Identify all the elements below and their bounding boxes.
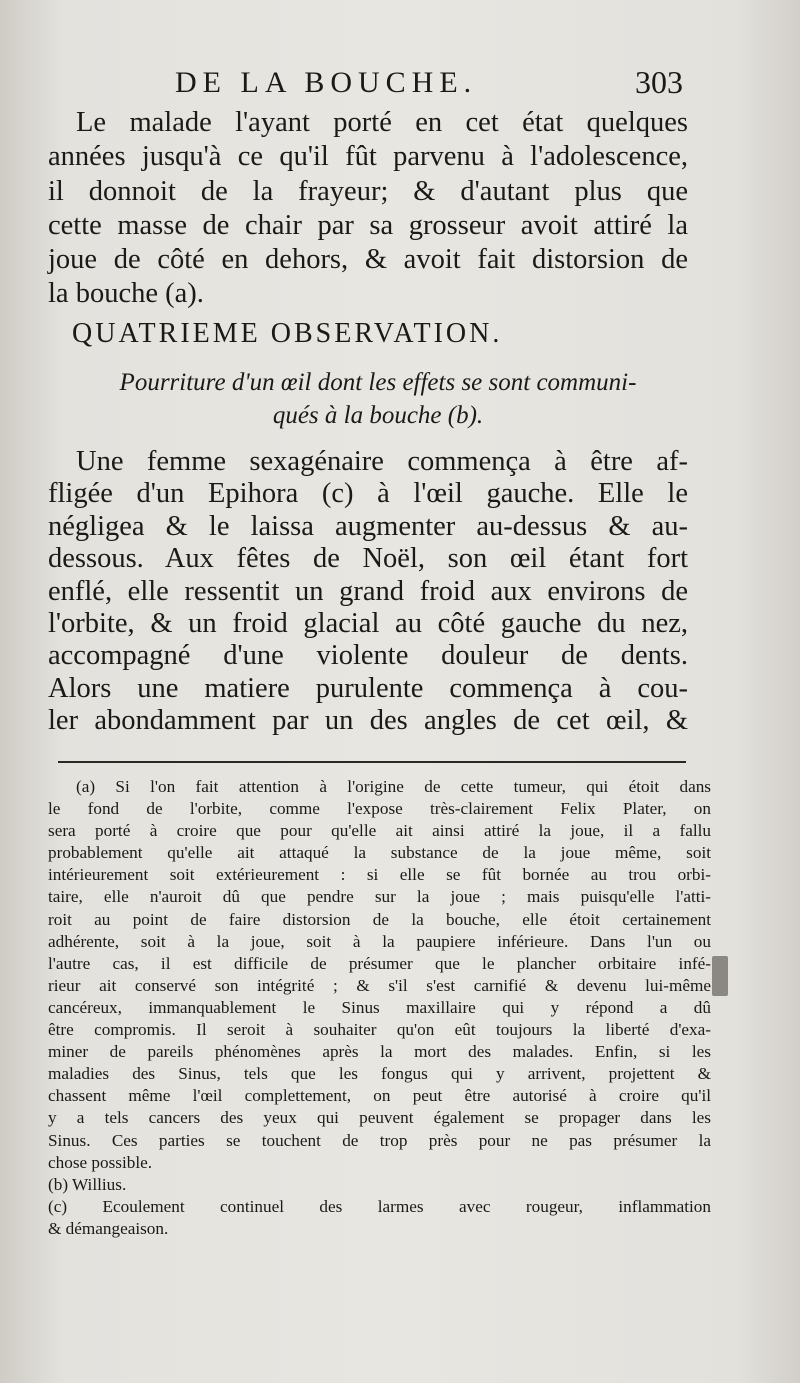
text-line: la bouche (a). [48,278,204,310]
footnote-line: rieur ait conservé son intégrité ; & s'il s'est carnifié & devenu lui-même [48,975,711,995]
footnote-line: (c) Ecoulement continuel des larmes avec rougeur, inflammation [48,1196,711,1216]
footnote-divider [58,761,686,763]
footnote-line: chose possible. [48,1152,153,1172]
text-line: fligée d'un Epihora (c) à l'œil gauche. Elle le [48,478,688,510]
observation-subtitle [68,366,688,432]
footnote-line: adhérente, soit à la joue, soit à la paupiere inférieure. Dans l'un ou [48,931,711,951]
footnote-line: le fond de l'orbite, comme l'expose très-clairement Felix Plater, on [48,799,711,819]
footnote-line: cancéreux, immanquablement le Sinus maxillaire qui y répond a dû [48,997,711,1017]
footnote-line: (a) Si l'on fait attention à l'origine de cette tumeur, qui étoit dans [76,777,711,796]
footnote-line: y a tels cancers des yeux qui peuvent également se propager dans les [48,1108,711,1128]
footnote-line: intérieurement soit extérieurement : si elle se fût bornée au trou orbi- [48,865,711,885]
footnote-line: roit au point de faire distorsion de la bouche, elle étoit certainement [48,909,711,929]
footnote-line: sera porté à croire que pour qu'elle ait ainsi attiré la joue, il a fallu [48,821,711,841]
footnote-line: miner de pareils phénomènes après la mort des malades. Enfin, si les [48,1042,711,1062]
text-line: l'orbite, & un froid glacial au côté gauche du nez, [48,608,688,640]
text-line: années jusqu'à ce qu'il fût parvenu à l'adolescence, [48,141,688,173]
observation-heading: QUATRIEME OBSERVATION. [72,318,503,349]
text-line: Alors une matiere purulente commença à cou- [48,672,688,704]
text-line: il donnoit de la frayeur; & d'autant plus que [48,175,688,207]
text-line: Une femme sexagénaire commença à être af- [76,446,688,477]
text-line: enflé, elle ressentit un grand froid aux environs de [48,575,688,607]
text-line: joue de côté en dehors, & avoit fait distorsion de [48,244,688,276]
footnote-line: l'autre cas, il est difficile de présumer que le plancher orbitaire infé- [48,953,711,973]
footnote-line: & démangeaison. [48,1218,169,1238]
paragraph-1 [48,106,688,312]
footnote-line: être compromis. Il seroit à souhaiter qu'on eût toujours la liberté d'exa- [48,1020,711,1040]
page-edge-mark [712,956,728,996]
paragraph-2 [48,446,688,738]
subtitle-line: Pourriture d'un œil dont les effets se sont communi- [119,369,637,396]
footnotes [48,776,711,1240]
text-line: dessous. Aux fêtes de Noël, son œil étant fort [48,543,688,575]
text-line: Le malade l'ayant porté en cet état quelques [76,107,688,138]
subtitle-line: qués à la bouche (b). [272,402,484,429]
text-line: ler abondamment par un des angles de cet œil, & [48,705,688,737]
text-line: accompagné d'une violente douleur de dents. [48,640,688,672]
footnote-line: chassent même l'œil complettement, on peut être autorisé à croire qu'il [48,1086,711,1106]
footnote-line: probablement qu'elle ait attaqué la substance de la joue même, soit [48,843,711,863]
running-title: DE LA BOUCHE. [175,66,478,99]
footnote-line: maladies des Sinus, tels que les fongus qui y arrivent, projettent & [48,1064,711,1084]
text-line: négligea & le laissa augmenter au-dessus & au- [48,510,688,542]
page-header [175,66,695,106]
footnote-line: Sinus. Ces parties se touchent de trop près pour ne pas présumer la [48,1130,711,1150]
text-line: cette masse de chair par sa grosseur avoit attiré la [48,209,688,241]
footnote-line: taire, elle n'auroit dû que pendre sur la joue ; mais puisqu'elle l'atti- [48,887,711,907]
page-number: 303 [635,64,683,100]
footnote-line: (b) Willius. [48,1174,127,1194]
